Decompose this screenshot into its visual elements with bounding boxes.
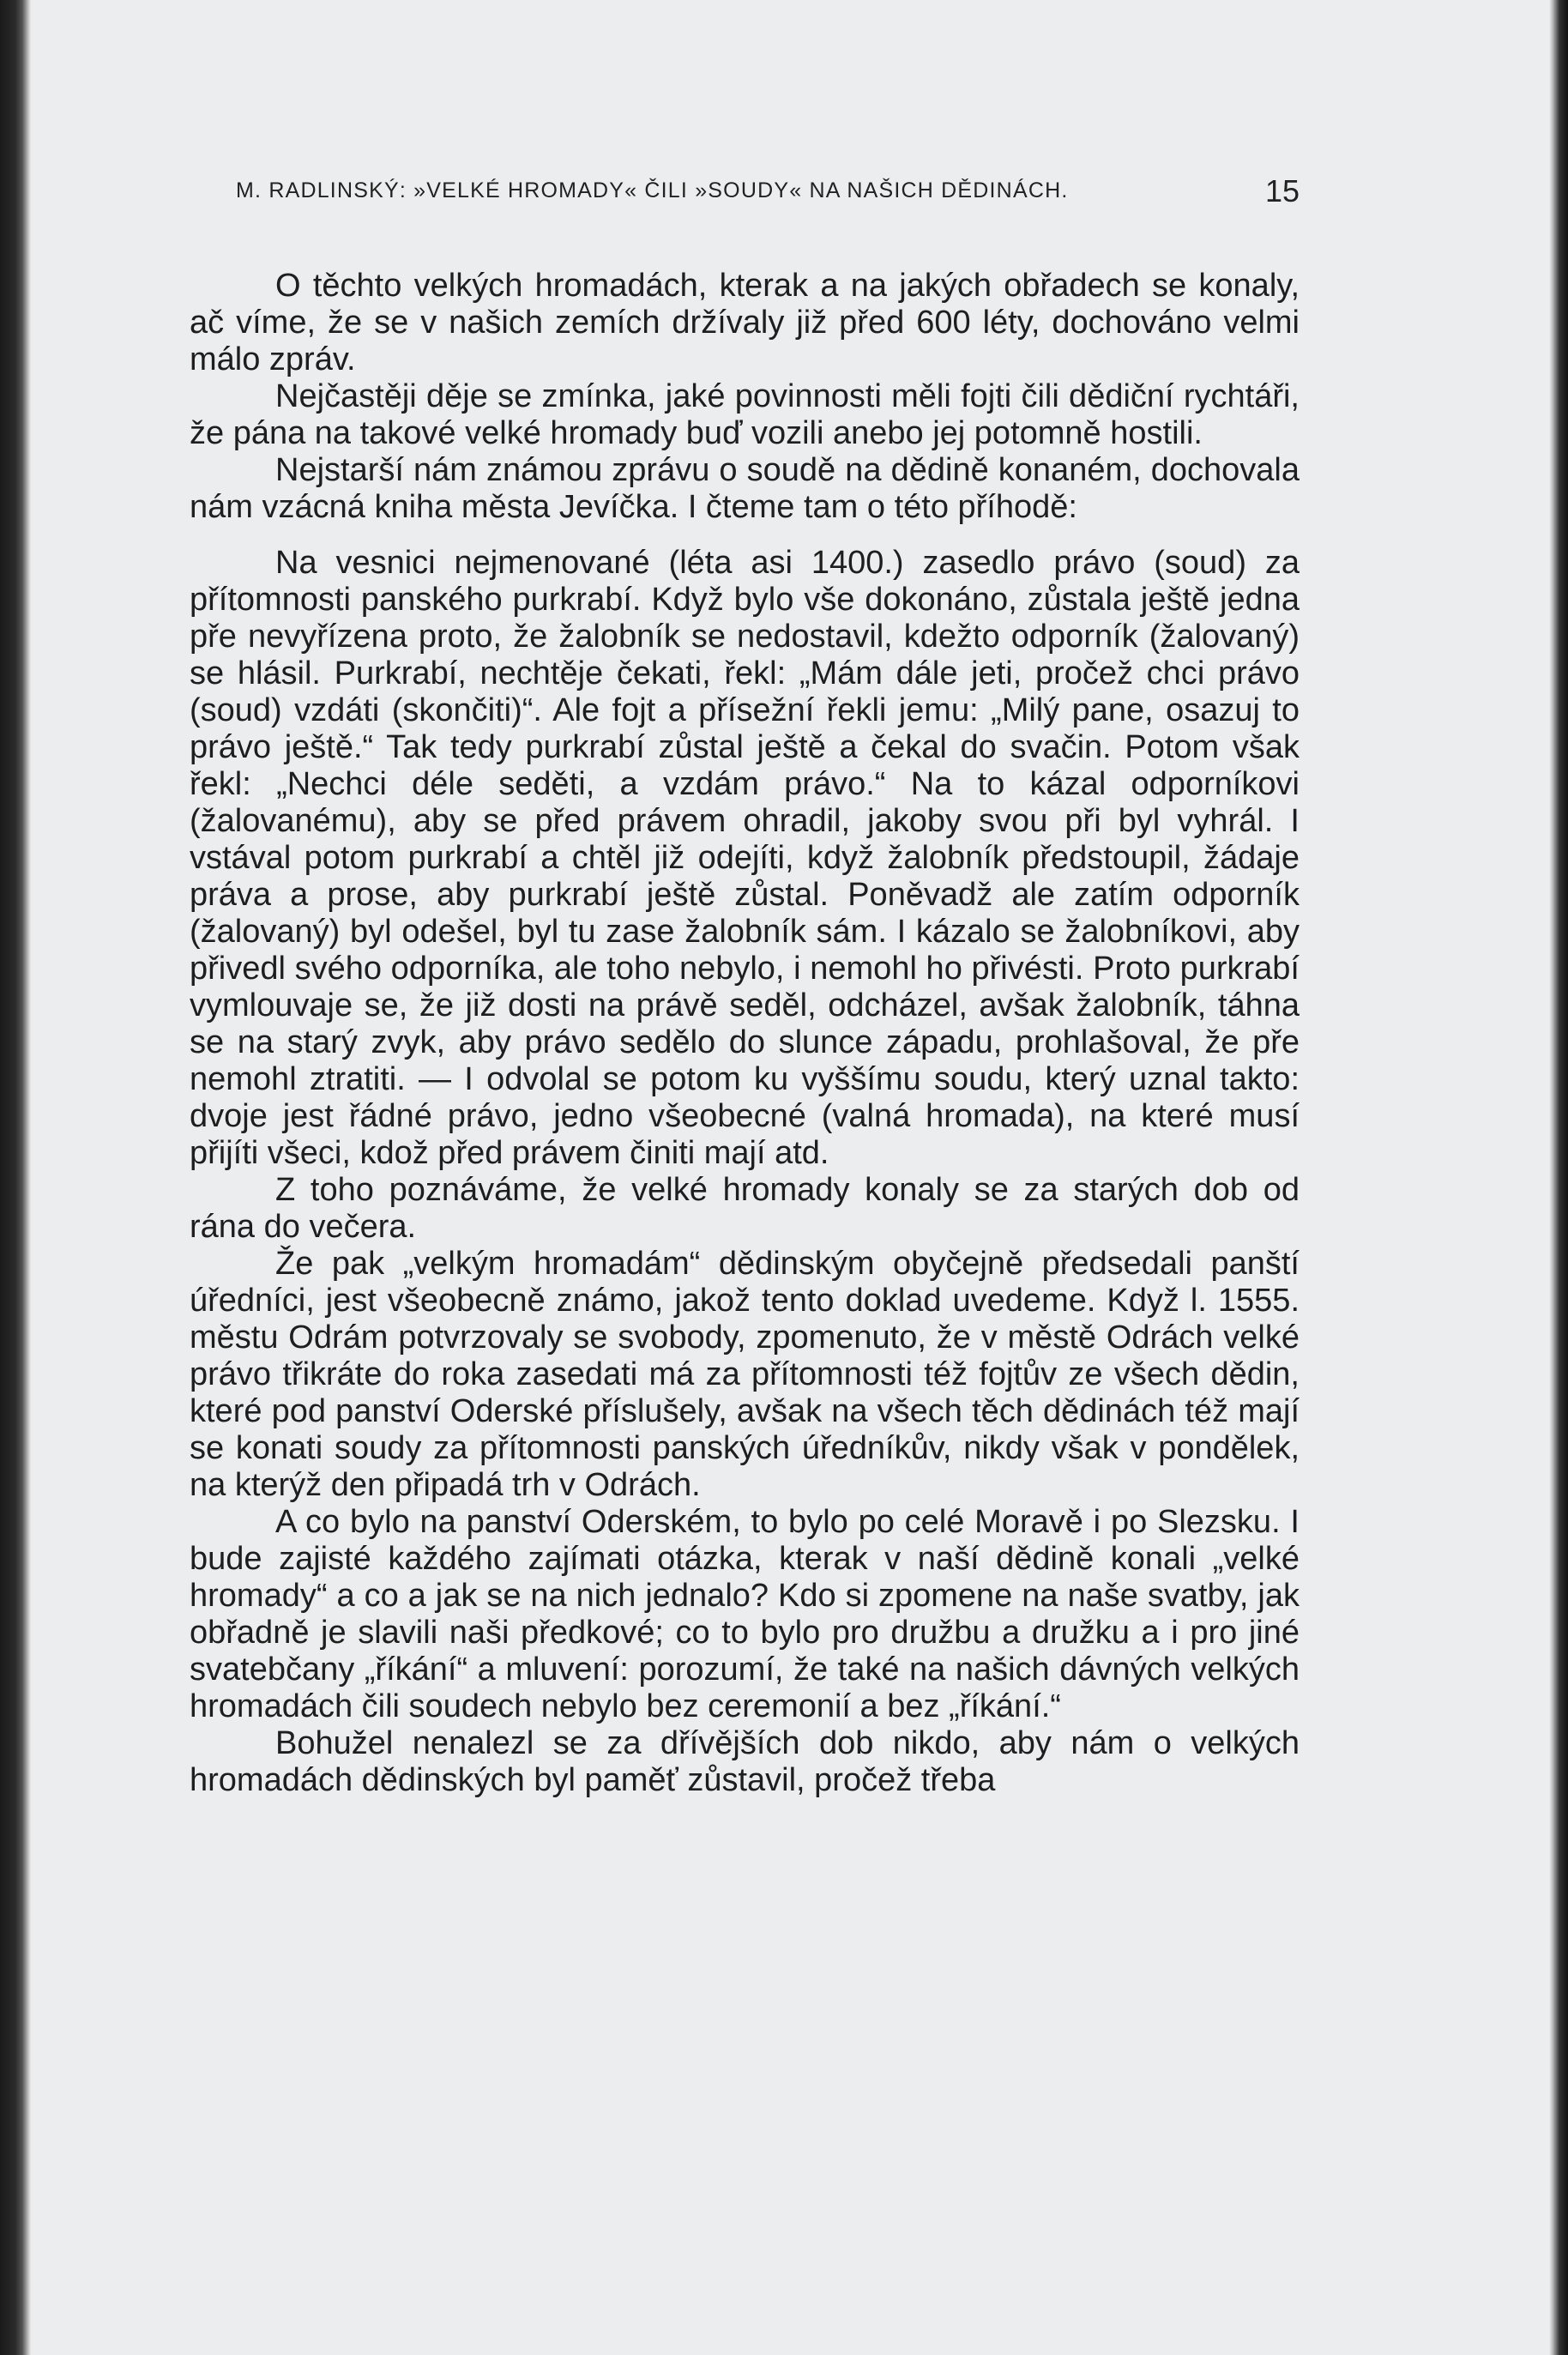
scan-border-left [0, 0, 31, 2355]
paragraph-3: Nejstarší nám známou zprávu o soudě na dědině konaném, dochovala nám vzácná kniha města Jevíčka. I čteme tam o této příhodě: [190, 452, 1300, 525]
body-text [190, 268, 1300, 1799]
paragraph-8: Bohužel nenalezl se za dřívějších dob nikdo, aby nám o velkých hromadách dědinských byl paměť zůstavil, pročež třeba [190, 1725, 1300, 1798]
scan-border-right [1549, 0, 1568, 2355]
paragraph-jevicko-account: Na vesnici nejmenované (léta asi 1400.) zasedlo právo (soud) za přítomnosti panského purkrabí. Když bylo vše dokonáno, zůstala ještě jedna pře nevyřízena proto, že žalobník se nedostavil, kdežto odporník (žalovaný) se hlásil. Purkrabí, nechtěje čekati, řekl: „Mám dále jeti, pročež chci právo (soud) vzdáti (skončiti)“. Ale fojt a přísežní řekli jemu: „Milý pane, osazuj to právo ještě.“ Tak tedy purkrabí zůstal ještě a čekal do svačin. Potom však řekl: „Nechci déle seděti, a vzdám právo.“ Na to kázal odporníkovi (žalovanému), aby se před právem ohradil, jakoby svou při byl vyhrál. I vstával potom purkrabí a chtěl již odejíti, když žalobník předstoupil, žádaje práva a prose, aby purkrabí ještě zůstal. Poněvadž ale zatím odporník (žalovaný) byl odešel, byl tu zase žalobník sám. I kázalo se žalobníkovi, aby přivedl svého odporníka, ale toho nebylo, i nemohl ho přivésti. Proto purkrabí vymlouvaje se, že již dosti na právě seděl, odcházel, avšak žalobník, táhna se na starý zvyk, aby právo sedělo do slunce západu, prohlašoval, že pře nemohl ztratiti. — I odvolal se potom ku vyššímu soudu, který uznal takto: dvoje jest řádné právo, jedno všeobecné (valná hromada), na které musí přijíti všeci, kdož před právem činiti mají atd. [190, 545, 1300, 1171]
paragraph-5: Z toho poznáváme, že velké hromady konaly se za starých dob od rána do večera. [190, 1172, 1300, 1245]
running-header [236, 173, 1300, 208]
page-number: 15 [1264, 173, 1300, 208]
paragraph-1: O těchto velkých hromadách, kterak a na jakých obřadech se konaly, ač víme, že se v našich zemích držívaly již před 600 léty, dochováno velmi málo zpráv. [190, 268, 1300, 377]
paragraph-2: Nejčastěji děje se zmínka, jaké povinnosti měli fojti čili dědiční rychtáři, že pána na takové velké hromady buď vozili anebo jej potomně hostili. [190, 378, 1300, 451]
paragraph-7: A co bylo na panství Oderském, to bylo po celé Moravě i po Slezsku. I bude zajisté každého zajímati otázka, kterak v naší dědině konali „velké hromady“ a co a jak se na nich jednalo? Kdo si zpomene na naše svatby, jak obřadně je slavili naši předkové; co to bylo pro družbu a družku a i pro jiné svatebčany „říkání“ a mluvení: porozumí, že také na našich dávných velkých hromadách čili soudech nebylo bez ceremonií a bez „říkání.“ [190, 1504, 1300, 1724]
running-title: M. RADLINSKÝ: »VELKÉ HROMADY« ČILI »SOUDY« NA NAŠICH DĚDINÁCH. [236, 178, 1069, 202]
paragraph-6: Že pak „velkým hromadám“ dědinským obyčejně předsedali panští úředníci, jest všeobecně známo, jakož tento doklad uvedeme. Když l. 1555. městu Odrám potvrzovaly se svobody, zpomenuto, že v městě Odrách velké právo třikráte do roka zasedati má za přítomnosti též fojtův ze všech dědin, které pod panství Oderské příslušely, avšak na všech těch dědinách též mají se konati soudy za přítomnosti panských úředníkův, nikdy však v pondělek, na kterýž den připadá trh v Odrách. [190, 1246, 1300, 1503]
